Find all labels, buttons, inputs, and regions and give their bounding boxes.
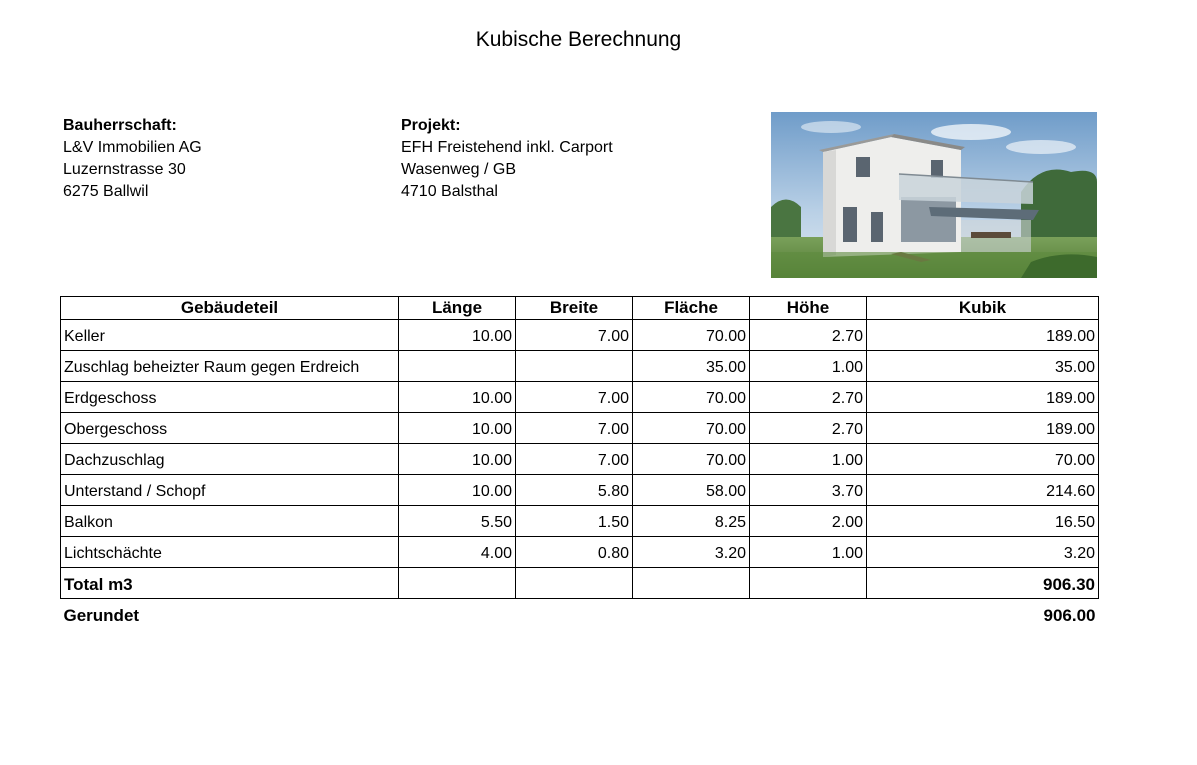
row-laenge: 4.00 — [399, 537, 516, 568]
rounded-row — [61, 599, 1099, 630]
document-title: Kubische Berechnung — [475, 28, 682, 51]
owner-company: L&V Immobilien AG — [63, 139, 202, 156]
header-flaeche: Fläche — [633, 297, 750, 320]
rounded-value: 906.00 — [1043, 606, 1096, 625]
total-empty-cell — [750, 568, 867, 599]
row-kubik: 70.00 — [867, 444, 1099, 475]
project-name: EFH Freistehend inkl. Carport — [401, 139, 613, 156]
row-breite: 7.00 — [516, 320, 633, 351]
row-flaeche: 70.00 — [633, 413, 750, 444]
rounded-empty-cell — [516, 599, 633, 630]
table-row — [61, 537, 1099, 568]
header-kubik: Kubik — [867, 297, 1099, 320]
row-laenge: 10.00 — [399, 320, 516, 351]
row-kubik: 214.60 — [867, 475, 1099, 506]
house-rendering-image — [771, 112, 1097, 278]
rounded-empty-cell — [399, 599, 516, 630]
total-empty-cell — [516, 568, 633, 599]
owner-block — [63, 115, 202, 203]
row-kubik: 189.00 — [867, 382, 1099, 413]
row-flaeche: 8.25 — [633, 506, 750, 537]
row-name: Balkon — [61, 506, 399, 537]
header-hoehe: Höhe — [750, 297, 867, 320]
project-label: Projekt: — [401, 117, 461, 134]
row-hoehe: 2.00 — [750, 506, 867, 537]
table-row — [61, 444, 1099, 475]
header-gebaeudeteil: Gebäudeteil — [61, 297, 399, 320]
row-laenge: 10.00 — [399, 382, 516, 413]
table-row — [61, 351, 1099, 382]
row-hoehe: 3.70 — [750, 475, 867, 506]
row-name: Zuschlag beheizter Raum gegen Erdreich — [61, 351, 399, 382]
row-flaeche: 35.00 — [633, 351, 750, 382]
row-kubik: 189.00 — [867, 413, 1099, 444]
row-breite — [516, 351, 633, 382]
rounded-empty-cell — [750, 599, 867, 630]
header-laenge: Länge — [399, 297, 516, 320]
row-flaeche: 70.00 — [633, 444, 750, 475]
row-breite: 1.50 — [516, 506, 633, 537]
row-kubik: 3.20 — [867, 537, 1099, 568]
row-breite: 7.00 — [516, 382, 633, 413]
project-block — [401, 115, 613, 203]
row-name: Lichtschächte — [61, 537, 399, 568]
project-city: 4710 Balsthal — [401, 183, 498, 200]
row-flaeche: 70.00 — [633, 320, 750, 351]
owner-city: 6275 Ballwil — [63, 183, 149, 200]
row-name: Keller — [61, 320, 399, 351]
rounded-label: Gerundet — [63, 606, 140, 625]
row-hoehe: 1.00 — [750, 537, 867, 568]
row-breite: 5.80 — [516, 475, 633, 506]
row-hoehe: 1.00 — [750, 351, 867, 382]
row-laenge: 10.00 — [399, 444, 516, 475]
row-hoehe: 2.70 — [750, 413, 867, 444]
row-kubik: 35.00 — [867, 351, 1099, 382]
row-hoehe: 2.70 — [750, 320, 867, 351]
rounded-empty-cell — [633, 599, 750, 630]
row-flaeche: 58.00 — [633, 475, 750, 506]
row-kubik: 16.50 — [867, 506, 1099, 537]
row-laenge: 10.00 — [399, 413, 516, 444]
owner-street: Luzernstrasse 30 — [63, 161, 186, 178]
row-breite: 7.00 — [516, 413, 633, 444]
row-breite: 0.80 — [516, 537, 633, 568]
row-laenge: 5.50 — [399, 506, 516, 537]
table-row — [61, 320, 1099, 351]
table-header-row — [61, 297, 1099, 320]
row-kubik: 189.00 — [867, 320, 1099, 351]
table-row — [61, 506, 1099, 537]
table-row — [61, 382, 1099, 413]
total-empty-cell — [633, 568, 750, 599]
row-laenge — [399, 351, 516, 382]
total-value: 906.30 — [867, 568, 1099, 599]
header-breite: Breite — [516, 297, 633, 320]
total-empty-cell — [399, 568, 516, 599]
row-hoehe: 2.70 — [750, 382, 867, 413]
owner-label: Bauherrschaft: — [63, 117, 177, 134]
table-row — [61, 475, 1099, 506]
row-breite: 7.00 — [516, 444, 633, 475]
table-row — [61, 413, 1099, 444]
row-name: Obergeschoss — [61, 413, 399, 444]
row-hoehe: 1.00 — [750, 444, 867, 475]
row-flaeche: 70.00 — [633, 382, 750, 413]
row-flaeche: 3.20 — [633, 537, 750, 568]
row-name: Dachzuschlag — [61, 444, 399, 475]
total-row — [61, 568, 1099, 599]
row-name: Unterstand / Schopf — [61, 475, 399, 506]
row-name: Erdgeschoss — [61, 382, 399, 413]
calculation-table — [60, 296, 1099, 629]
project-street: Wasenweg / GB — [401, 161, 517, 178]
total-label: Total m3 — [61, 568, 399, 599]
row-laenge: 10.00 — [399, 475, 516, 506]
